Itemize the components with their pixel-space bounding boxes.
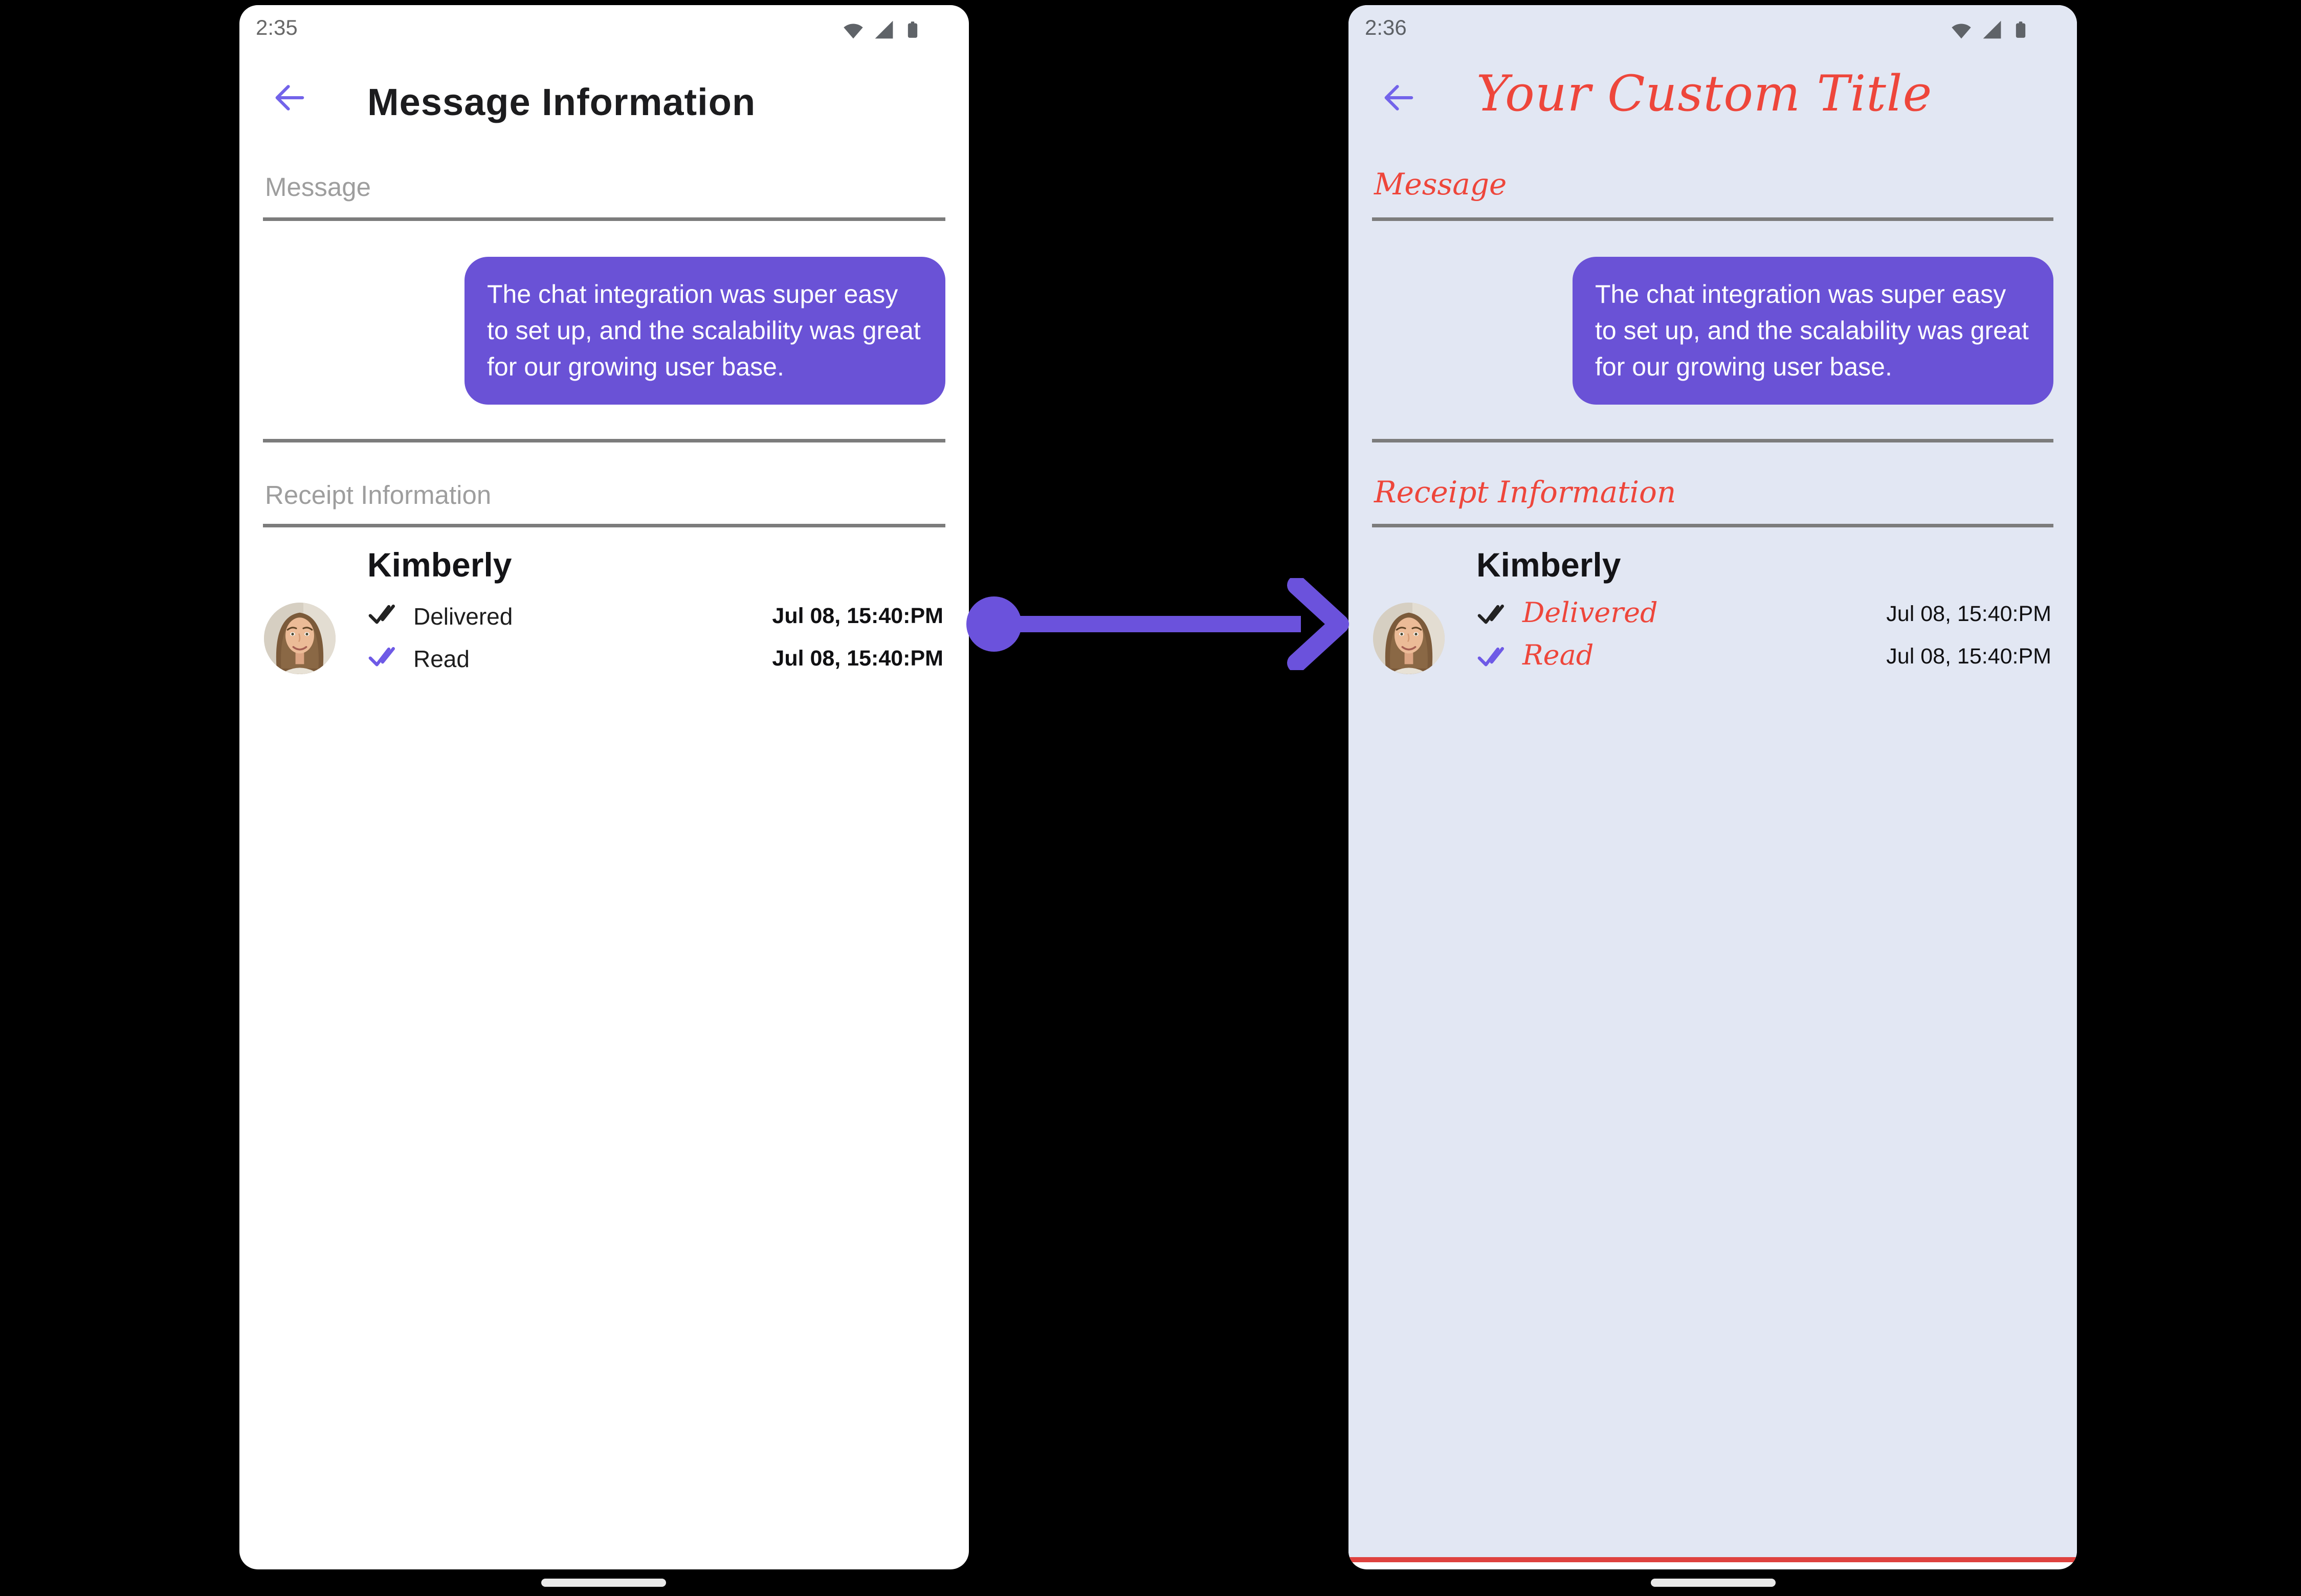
message-section-label: Message bbox=[265, 172, 371, 202]
page-title: Your Custom Title bbox=[1476, 65, 1933, 122]
read-timestamp: Jul 08, 15:40:PM bbox=[772, 646, 943, 671]
avatar-image bbox=[264, 603, 336, 674]
receipt-section-label: Receipt Information bbox=[265, 480, 492, 509]
divider bbox=[1372, 524, 2053, 527]
contact-name: Kimberly bbox=[367, 546, 512, 584]
arrow-right-connector bbox=[962, 578, 1351, 670]
battery-icon bbox=[2010, 18, 2031, 41]
contact-name: Kimberly bbox=[1476, 546, 1621, 584]
themed-screen bbox=[1348, 5, 2077, 1562]
avatar bbox=[1373, 603, 1445, 674]
delivered-timestamp: Jul 08, 15:40:PM bbox=[772, 604, 943, 628]
read-status-label: Read bbox=[1522, 639, 1594, 671]
divider bbox=[263, 524, 945, 527]
divider bbox=[263, 439, 945, 442]
back-arrow-icon bbox=[1380, 80, 1416, 116]
divider bbox=[1372, 439, 2053, 442]
read-double-check-icon bbox=[367, 642, 396, 671]
home-indicator[interactable] bbox=[541, 1579, 666, 1587]
phone-default-theme bbox=[239, 5, 969, 1569]
delivered-status-label: Delivered bbox=[413, 603, 513, 630]
status-bar-icons bbox=[841, 18, 923, 41]
delivered-double-check-icon bbox=[1476, 600, 1505, 628]
back-arrow-icon bbox=[271, 80, 307, 116]
delivered-timestamp: Jul 08, 15:40:PM bbox=[1886, 602, 2051, 626]
read-double-check-icon bbox=[1476, 642, 1505, 671]
delivered-double-check-icon bbox=[367, 600, 396, 628]
status-bar-time: 2:35 bbox=[256, 15, 298, 39]
wifi-icon bbox=[1949, 18, 1974, 41]
page-title: Message Information bbox=[367, 81, 756, 123]
battery-icon bbox=[902, 18, 923, 41]
signal-icon bbox=[872, 18, 896, 41]
phone-custom-theme bbox=[1348, 5, 2077, 1569]
status-bar-icons bbox=[1949, 18, 2031, 41]
divider bbox=[263, 217, 945, 221]
signal-icon bbox=[1980, 18, 2004, 41]
message-section-label: Message bbox=[1374, 167, 1507, 202]
home-indicator[interactable] bbox=[1651, 1579, 1776, 1587]
avatar bbox=[264, 603, 336, 674]
delivered-status-label: Delivered bbox=[1522, 596, 1658, 629]
status-bar-time: 2:36 bbox=[1365, 15, 1407, 39]
read-timestamp: Jul 08, 15:40:PM bbox=[1886, 644, 2051, 669]
back-button[interactable] bbox=[1380, 80, 1416, 116]
avatar-image bbox=[1373, 603, 1445, 674]
read-status-label: Read bbox=[413, 646, 470, 672]
divider bbox=[1372, 217, 2053, 221]
chat-bubble: The chat integration was super easy to set up, and the scalability was great for our growing user base. bbox=[464, 257, 945, 405]
wifi-icon bbox=[841, 18, 866, 41]
back-button[interactable] bbox=[271, 80, 307, 116]
receipt-section-label: Receipt Information bbox=[1374, 475, 1676, 509]
chat-bubble: The chat integration was super easy to set up, and the scalability was great for our growing user base. bbox=[1573, 257, 2053, 405]
